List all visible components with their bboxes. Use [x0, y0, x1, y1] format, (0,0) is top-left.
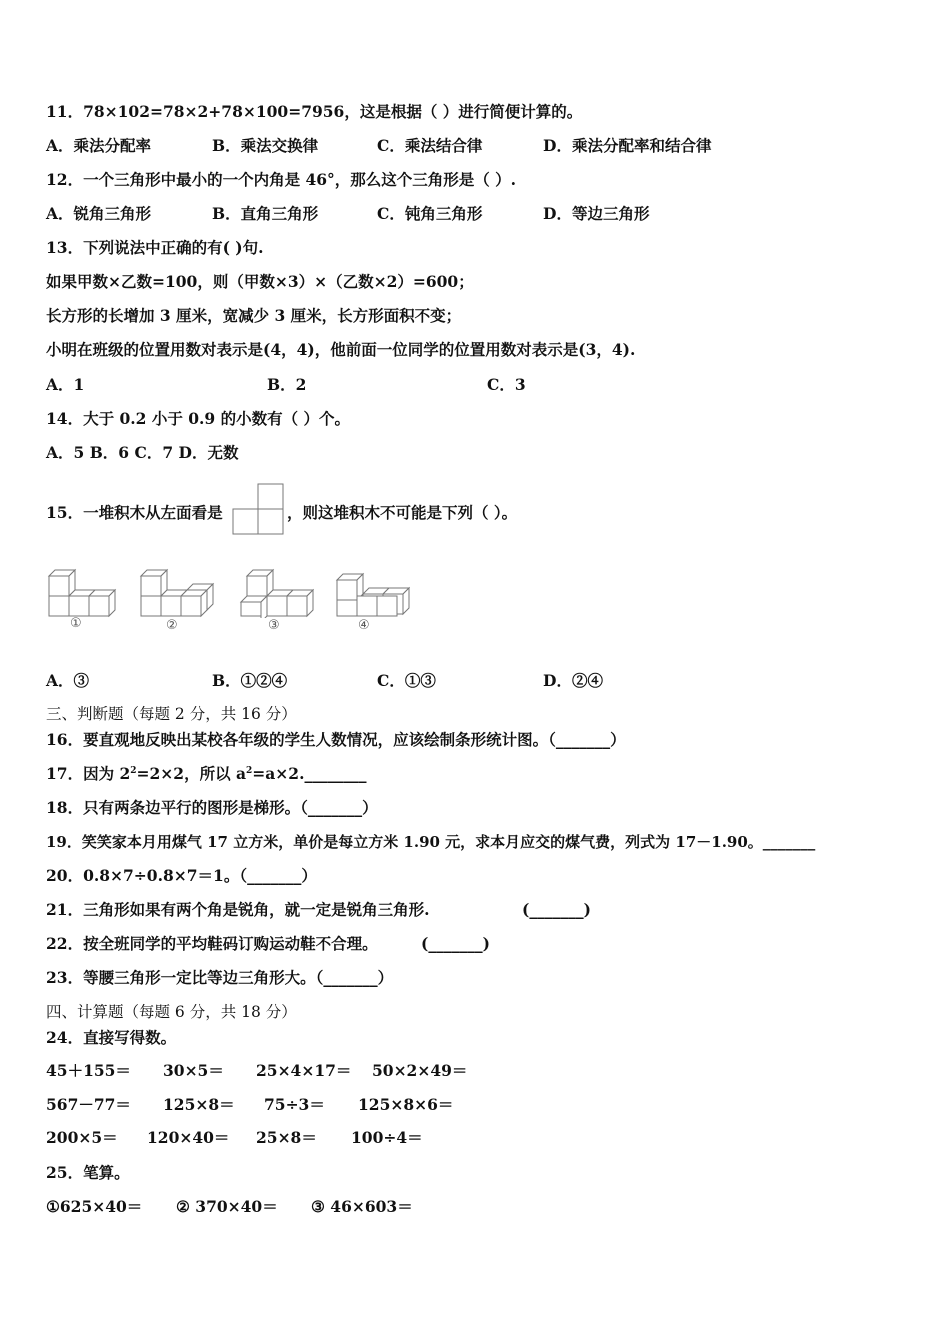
- q11-option-c: C．乘法结合律: [377, 136, 483, 155]
- q25-stem: 25．笔算。: [46, 1163, 130, 1182]
- q11-option-d: D．乘法分配率和结合律: [543, 136, 712, 155]
- figure-caption-3: ③: [268, 618, 280, 633]
- q11-stem: 11．78×102=78×2+78×100=7956，这是根据（ ）进行简便计算的。: [46, 102, 583, 121]
- calc-item: 567－77＝: [46, 1095, 131, 1114]
- q16: 16．要直观地反映出某校各年级的学生人数情况，应该绘制条形统计图。（_______）: [46, 730, 626, 749]
- q17: 17．因为 $2^2=2\times 2$，所以 $a^2=a\times 2.\_\_\_\_\_\_\_\_$: [46, 764, 367, 783]
- q13-option-b: B．2: [267, 375, 307, 394]
- q13-stem: 13．下列说法中正确的有( )句.: [46, 238, 264, 257]
- calc-item: 45＋155＝: [46, 1061, 131, 1080]
- q11-option-b: B．乘法交换律: [212, 136, 319, 155]
- q11-option-a: A．乘法分配率: [46, 136, 152, 155]
- written-calc-item: ② 370×40＝: [176, 1197, 278, 1216]
- q15-stem-a: 15．一堆积木从左面看是: [46, 503, 223, 522]
- q12-option-a: A．锐角三角形: [46, 204, 152, 223]
- q23: 23．等腰三角形一定比等边三角形大。（_______）: [46, 968, 394, 987]
- figure-caption-2: ②: [166, 618, 178, 633]
- q15-option-d: D．②④: [543, 671, 603, 690]
- q14-stem: 14．大于 0.2 小于 0.9 的小数有（ ）个。: [46, 409, 350, 428]
- calc-item: 125×8×6＝: [358, 1095, 454, 1114]
- block-figure-3: [238, 566, 314, 618]
- q13-option-a: A．1: [46, 375, 85, 394]
- figure-caption-1: ①: [70, 616, 82, 631]
- section-3-heading: 三、判断题（每题 2 分，共 16 分）: [46, 705, 297, 723]
- q22: 22．按全班同学的平均鞋码订购运动鞋不合理。: [46, 934, 378, 953]
- q19: 19．笑笑家本月用煤气 17 立方米，单价是每立方米 1.90 元，求本月应交的煤气费，列式为 17－1.90。_______: [46, 833, 816, 851]
- q15-option-c: C．①③: [377, 671, 436, 690]
- calc-item: 50×2×49＝: [372, 1061, 468, 1080]
- written-calc-item: ①625×40＝: [46, 1197, 143, 1216]
- q12-option-d: D．等边三角形: [543, 204, 650, 223]
- q13-statement-2: 长方形的长增加 3 厘米，宽减少 3 厘米，长方形面积不变；: [46, 306, 462, 325]
- q15-stem-b: ，则这堆积木不可能是下列（ ）。: [287, 503, 518, 522]
- q15-option-b: B．①②④: [212, 671, 288, 690]
- q22-blank: (_______): [421, 934, 490, 953]
- block-figure-2: [138, 566, 218, 618]
- q15-option-a: A．③: [46, 671, 90, 690]
- written-calc-item: ③ 46×603＝: [311, 1197, 413, 1216]
- section-4-heading: 四、计算题（每题 6 分，共 18 分）: [46, 1003, 297, 1021]
- block-figure-4: [334, 566, 410, 618]
- q13-statement-1: 如果甲数×乙数=100，则（甲数×3）×（乙数×2）=600；: [46, 272, 474, 291]
- calc-item: 200×5＝: [46, 1128, 118, 1147]
- q24-stem: 24．直接写得数。: [46, 1028, 177, 1047]
- q14-options: A．5 B．6 C．7 D．无数: [46, 443, 239, 462]
- calc-item: 120×40＝: [147, 1128, 230, 1147]
- q12-option-b: B．直角三角形: [212, 204, 319, 223]
- q21: 21．三角形如果有两个角是锐角，就一定是锐角三角形.: [46, 900, 430, 919]
- figure-caption-4: ④: [358, 618, 370, 633]
- q18: 18．只有两条边平行的图形是梯形。（_______）: [46, 798, 378, 817]
- calc-item: 100÷4＝: [351, 1128, 423, 1147]
- q20: 20．0.8×7÷0.8×7＝1。（_______）: [46, 866, 317, 885]
- calc-item: 75÷3＝: [264, 1095, 325, 1114]
- calc-item: 25×4×17＝: [256, 1061, 352, 1080]
- q13-statement-3: 小明在班级的位置用数对表示是(4，4)，他前面一位同学的位置用数对表示是(3，4).: [46, 340, 636, 359]
- calc-item: 125×8＝: [163, 1095, 235, 1114]
- q12-option-c: C．钝角三角形: [377, 204, 483, 223]
- q21-blank: (_______): [522, 900, 591, 919]
- q13-option-c: C．3: [487, 375, 526, 394]
- calc-item: 25×8＝: [256, 1128, 317, 1147]
- calc-item: 30×5＝: [163, 1061, 224, 1080]
- left-view-figure: [231, 483, 285, 535]
- block-figure-1: [46, 566, 118, 618]
- q12-stem: 12．一个三角形中最小的一个内角是 46°，那么这个三角形是（ ）.: [46, 170, 517, 189]
